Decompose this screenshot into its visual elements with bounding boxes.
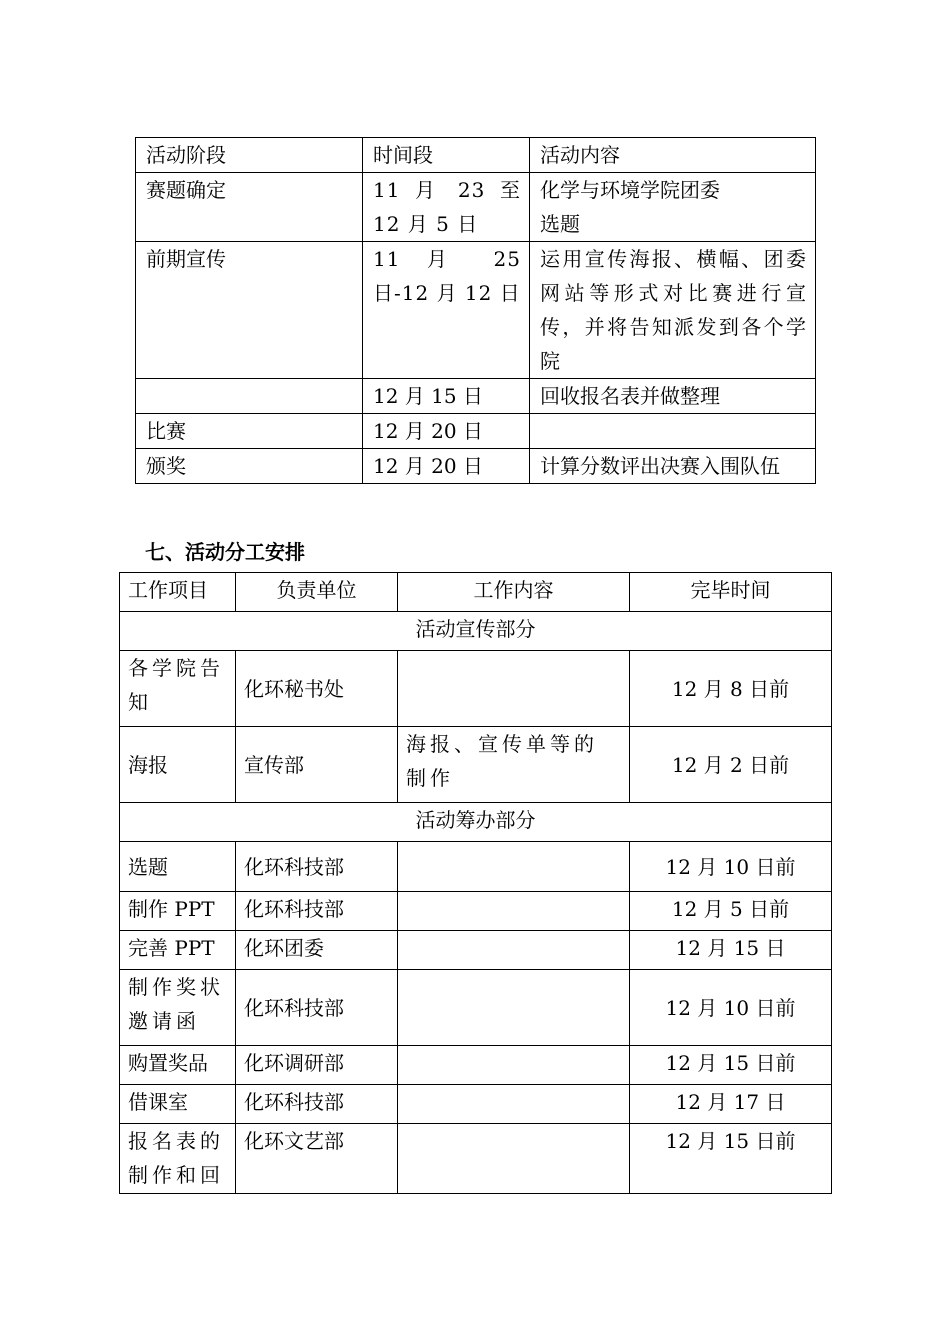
cell-unit: 化环秘书处	[236, 651, 398, 727]
cell-deadline: 12 月 17 日	[630, 1085, 832, 1124]
cell-deadline: 12 月 8 日前	[630, 651, 832, 727]
cell-deadline: 12 月 10 日前	[630, 970, 832, 1046]
header-cell: 活动阶段	[136, 138, 363, 173]
group-row	[120, 612, 832, 651]
schedule-table	[135, 137, 816, 484]
cell-period: 12 月 20 日	[363, 449, 530, 484]
cell-item: 完善 PPT	[120, 931, 236, 970]
cell-unit: 化环科技部	[236, 892, 398, 931]
cell-stage: 比赛	[136, 414, 363, 449]
table-row	[136, 242, 816, 379]
cell-content: 运用宣传海报、横幅、团委网站等形式对比赛进行宣传，并将告知派发到各个学院	[530, 242, 816, 379]
table-row	[120, 970, 832, 1046]
header-cell: 活动内容	[530, 138, 816, 173]
table-row	[136, 173, 816, 242]
table-header-row	[120, 573, 832, 612]
table-row	[120, 1046, 832, 1085]
table-row	[120, 842, 832, 892]
table-row	[136, 379, 816, 414]
cell-content	[530, 414, 816, 449]
header-cell: 完毕时间	[630, 573, 832, 612]
group-label: 活动宣传部分	[120, 612, 832, 651]
cell-unit: 化环文艺部	[236, 1124, 398, 1194]
cell-task	[398, 651, 630, 727]
table-row	[120, 651, 832, 727]
table-row	[120, 892, 832, 931]
cell-item: 选题	[120, 842, 236, 892]
cell-content: 化学与环境学院团委 选题	[530, 173, 816, 242]
cell-task	[398, 1124, 630, 1194]
section-heading: 七、活动分工安排	[145, 540, 305, 564]
cell-period: 12 月 20 日	[363, 414, 530, 449]
cell-task	[398, 1085, 630, 1124]
cell-unit: 化环科技部	[236, 970, 398, 1046]
cell-task	[398, 842, 630, 892]
cell-period: 12 月 15 日	[363, 379, 530, 414]
group-label: 活动筹办部分	[120, 803, 832, 842]
cell-item: 制作奖状邀请函	[120, 970, 236, 1046]
table-row	[136, 449, 816, 484]
cell-content: 回收报名表并做整理	[530, 379, 816, 414]
cell-deadline: 12 月 15 日前	[630, 1046, 832, 1085]
cell-stage	[136, 379, 363, 414]
header-cell: 工作项目	[120, 573, 236, 612]
cell-period: 11 月 23 至 12 月 5 日	[363, 173, 530, 242]
cell-item: 各学院告知	[120, 651, 236, 727]
cell-task	[398, 1046, 630, 1085]
table-row	[136, 414, 816, 449]
header-cell: 负责单位	[236, 573, 398, 612]
cell-unit: 化环团委	[236, 931, 398, 970]
cell-deadline: 12 月 15 日前	[630, 1124, 832, 1194]
cell-task: 海报、宣传单等的制作	[398, 727, 630, 803]
cell-task	[398, 892, 630, 931]
cell-task	[398, 931, 630, 970]
cell-unit: 化环科技部	[236, 842, 398, 892]
cell-stage: 颁奖	[136, 449, 363, 484]
cell-content: 计算分数评出决赛入围队伍	[530, 449, 816, 484]
cell-task	[398, 970, 630, 1046]
cell-item: 报名表的制作和回	[120, 1124, 236, 1194]
table-header-row	[136, 138, 816, 173]
division-table	[119, 572, 832, 1194]
table-row	[120, 727, 832, 803]
cell-deadline: 12 月 5 日前	[630, 892, 832, 931]
group-row	[120, 803, 832, 842]
cell-period: 11 月 25 日-12 月 12 日	[363, 242, 530, 379]
cell-stage: 赛题确定	[136, 173, 363, 242]
cell-deadline: 12 月 10 日前	[630, 842, 832, 892]
cell-item: 海报	[120, 727, 236, 803]
cell-deadline: 12 月 2 日前	[630, 727, 832, 803]
cell-unit: 宣传部	[236, 727, 398, 803]
cell-stage: 前期宣传	[136, 242, 363, 379]
cell-item: 借课室	[120, 1085, 236, 1124]
header-cell: 工作内容	[398, 573, 630, 612]
header-cell: 时间段	[363, 138, 530, 173]
table-row	[120, 1085, 832, 1124]
cell-item: 购置奖品	[120, 1046, 236, 1085]
table-row	[120, 1124, 832, 1194]
table-row	[120, 931, 832, 970]
cell-item: 制作 PPT	[120, 892, 236, 931]
cell-deadline: 12 月 15 日	[630, 931, 832, 970]
cell-unit: 化环科技部	[236, 1085, 398, 1124]
cell-unit: 化环调研部	[236, 1046, 398, 1085]
